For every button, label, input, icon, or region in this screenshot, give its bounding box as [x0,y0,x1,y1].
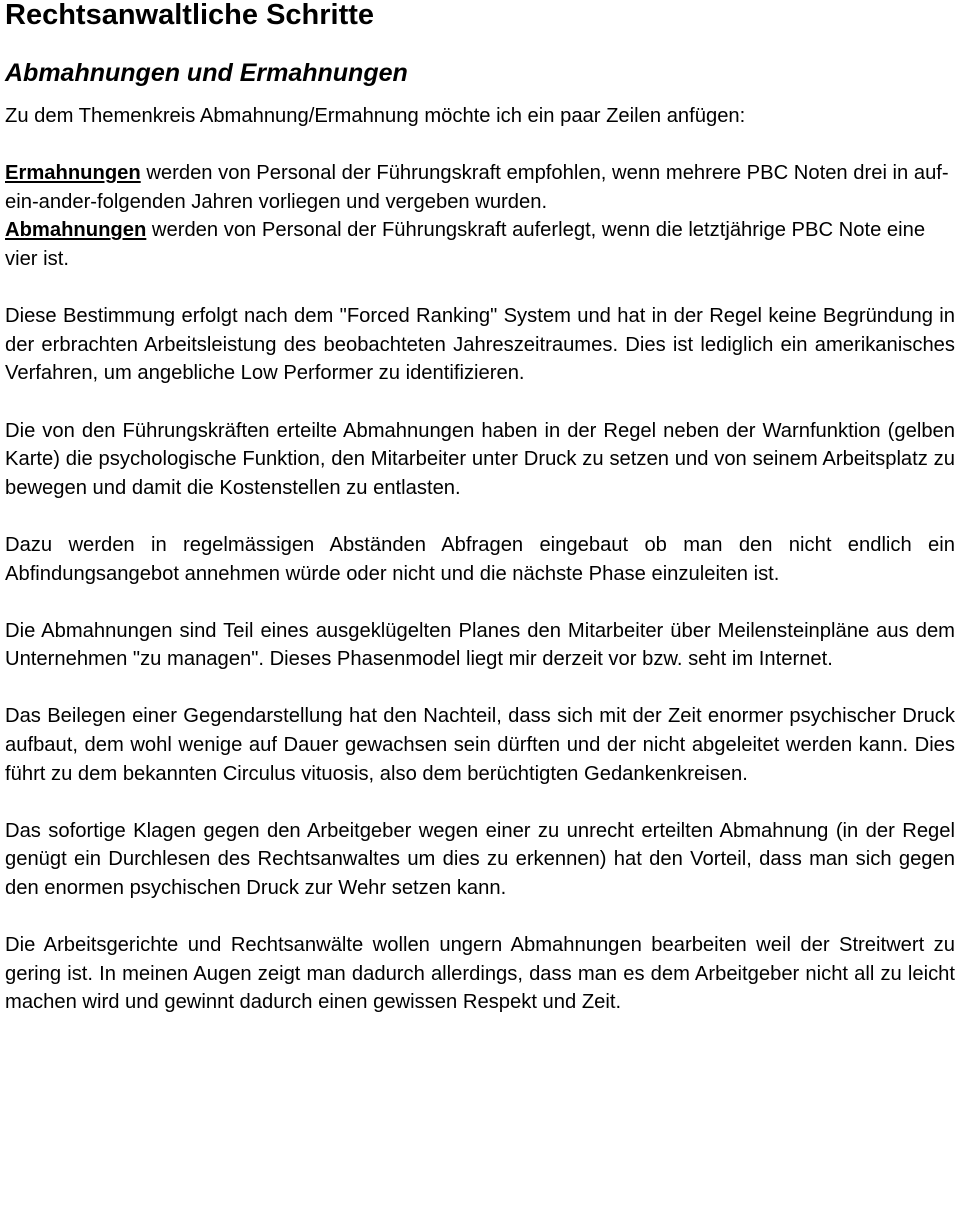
definition-abmahnung-text: werden von Personal der Führungskraft auferlegt, wenn die letztjährige PBC Note eine vier ist. [5,219,926,270]
definition-ermahnung-text: werden von Personal der Führungskraft empfohlen, wenn mehrere PBC Noten drei in auf-ein-ander-folgenden Jahren vorliegen und vergeben wurden. [5,162,949,213]
intro-paragraph: Zu dem Themenkreis Abmahnung/Ermahnung möchte ich ein paar Zeilen anfügen: [5,105,746,127]
paragraph-abfragen: Dazu werden in regelmässigen Abständen Abfragen eingebaut ob man den nicht endlich ein Abfindungsangebot annehmen würde oder nicht und die nächste Phase einzuleiten ist. [5,533,955,585]
paragraph-warnfunktion: Die von den Führungskräften erteilte Abmahnungen haben in der Regel neben der Warnfunktion (gelben Karte) die psychologische Funktion, den Mitarbeiter unter Druck zu setzen und von seinem Arbeitsplatz zu bewegen und damit die Kostenstellen zu entlasten. [5,419,955,499]
paragraph-forced-ranking: Diese Bestimmung erfolgt nach dem "Forced Ranking" System und hat in der Regel keine Begründung in der erbrachten Arbeitsleistung des beobachteten Jahreszeitraumes. Dies ist lediglich ein amerikanisches Verfahren, um angebliche Low Performer zu identifizieren. [5,305,955,385]
page-title: Rechtsanwaltliche Schritte [5,0,375,31]
definition-ermahnung [5,159,955,216]
definition-abmahnung [5,216,955,273]
paragraph-klagen: Das sofortige Klagen gegen den Arbeitgeber wegen einer zu unrecht erteilten Abmahnung (in der Regel genügt ein Durchlesen des Rechtsanwaltes um dies zu erkennen) hat den Vorteil, dass man sich gegen den enormen psychischen Druck zur Wehr setzen kann. [5,819,955,900]
term-abmahnungen: Abmahnungen [5,219,147,242]
section-title: Abmahnungen und Ermahnungen [5,59,408,87]
term-ermahnungen: Ermahnungen [5,162,141,185]
paragraph-meilensteinplaene: Die Abmahnungen sind Teil eines ausgeklügelten Planes den Mitarbeiter über Meilensteinpläne aus dem Unternehmen "zu managen". Dieses Phasenmodel liegt mir derzeit vor bzw. seht im Internet. [5,619,955,671]
paragraph-gegendarstellung: Das Beilegen einer Gegendarstellung hat den Nachteil, dass sich mit der Zeit enormer psychischer Druck aufbaut, dem wohl wenige auf Dauer gewachsen sein dürften und der nicht abgeleitet werden kann. Dies führt zu dem bekannten Circulus vituosis, also dem berüchtigten Gedankenkreisen. [5,705,955,785]
paragraph-arbeitsgerichte: Die Arbeitsgerichte und Rechtsanwälte wollen ungern Abmahnungen bearbeiten weil der Streitwert zu gering ist. In meinen Augen zeigt man dadurch allerdings, dass man es dem Arbeitgeber nicht all zu leicht machen wird und gewinnt dadurch einen gewissen Respekt und Zeit. [5,934,955,1014]
